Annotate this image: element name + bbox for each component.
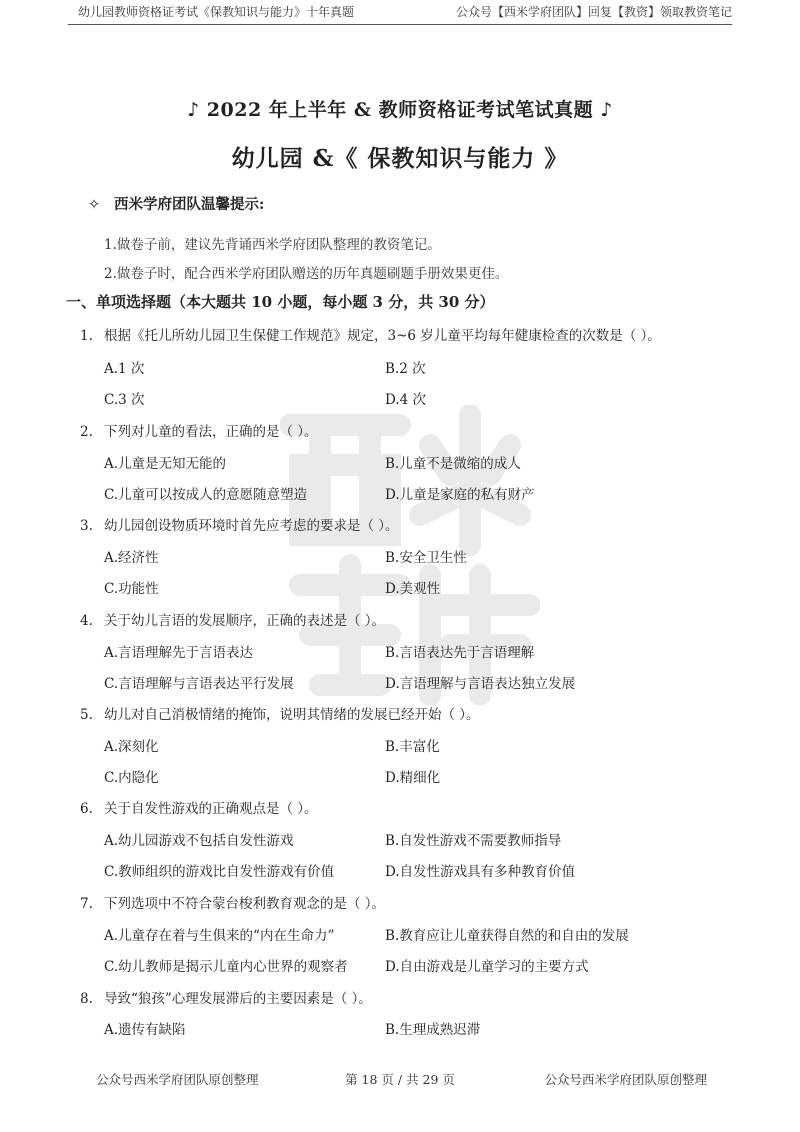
question-text: 幼儿对自己消极情绪的掩饰，说明其情绪的发展已经开始（ ）。 — [104, 707, 480, 723]
option-c: C.幼儿教师是揭示儿童内心世界的观察者 — [104, 959, 348, 975]
option-a: A.遗传有缺陷 — [104, 1022, 186, 1038]
question-7 — [80, 892, 385, 912]
tips-heading-text: 西米学府团队温馨提示: — [114, 196, 265, 213]
option-d: D.言语理解与言语表达独立发展 — [385, 676, 576, 692]
option-a: A.经济性 — [104, 550, 159, 566]
tip-item: 1.做卷子前，建议先背诵西米学府团队整理的教资笔记。 — [104, 237, 441, 253]
page-number: 第 18 页 / 共 29 页 — [345, 1072, 455, 1087]
option-d: D.自由游戏是儿童学习的主要方式 — [385, 959, 589, 975]
option-b: B.教育应让儿童获得自然的和自由的发展 — [385, 928, 629, 944]
question-number: 2. — [80, 424, 93, 440]
question-number: 5. — [80, 707, 93, 723]
option-b: B.儿童不是微缩的成人 — [385, 456, 521, 472]
question-number: 6. — [80, 801, 93, 817]
option-c: C.3 次 — [104, 392, 145, 408]
header-left-text: 幼儿园教师资格证考试《保教知识与能力》十年真题 — [78, 5, 355, 19]
question-text: 根据《托儿所幼儿园卫生保健工作规范》规定，3~6 岁儿童平均每年健康检查的次数是（ ）。 — [104, 328, 661, 344]
question-number: 3. — [80, 518, 93, 534]
tips-heading — [88, 193, 264, 214]
question-number: 7. — [80, 896, 93, 912]
option-b: B.言语表达先于言语理解 — [385, 645, 535, 661]
question-text: 下列选项中不符合蒙台梭利教育观念的是（ ）。 — [104, 896, 386, 912]
option-c: C.儿童可以按成人的意愿随意塑造 — [104, 487, 308, 503]
question-8 — [80, 987, 372, 1007]
option-c: C.内隐化 — [104, 770, 159, 786]
option-b: B.生理成熟迟滞 — [385, 1022, 481, 1038]
question-text: 关于幼儿言语的发展顺序，正确的表述是（ ）。 — [104, 613, 386, 629]
footer-left-text: 公众号西米学府团队原创整理 — [96, 1072, 259, 1087]
tip-item: 2.做卷子时，配合西米学府团队赠送的历年真题刷题手册效果更佳。 — [104, 266, 509, 282]
option-c: C.教师组织的游戏比自发性游戏有价值 — [104, 864, 335, 880]
option-c: C.功能性 — [104, 581, 159, 597]
exam-title: ♪ 2022 年上半年 & 教师资格证考试笔试真题 ♪ — [187, 99, 613, 121]
option-a: A.儿童是无知无能的 — [104, 456, 227, 472]
option-d: D.精细化 — [385, 770, 441, 786]
page-header — [68, 0, 732, 25]
option-d: D.4 次 — [385, 392, 427, 408]
question-4 — [80, 609, 385, 629]
option-a: A.1 次 — [104, 361, 145, 377]
question-text: 下列对儿童的看法，正确的是（ ）。 — [104, 424, 318, 440]
option-d: D.儿童是家庭的私有财产 — [385, 487, 535, 503]
exam-subtitle: 幼儿园 &《 保教知识与能力 》 — [231, 145, 569, 172]
question-number: 1. — [80, 328, 93, 344]
question-text: 导致“狼孩”心理发展滞后的主要因素是（ ）。 — [104, 991, 372, 1007]
header-right-text: 公众号【西米学府团队】回复【教资】领取教资笔记 — [455, 5, 732, 19]
option-b: B.丰富化 — [385, 739, 440, 755]
option-a: A.言语理解先于言语表达 — [104, 645, 254, 661]
question-number: 8. — [80, 991, 93, 1007]
question-number: 4. — [80, 613, 93, 629]
section-heading: 一、单项选择题（本大题共 10 小题，每小题 3 分，共 30 分） — [66, 293, 495, 311]
question-2 — [80, 420, 318, 440]
question-text: 幼儿园创设物质环境时首先应考虑的要求是（ ）。 — [104, 518, 399, 534]
option-d: D.美观性 — [385, 581, 441, 597]
question-5 — [80, 703, 480, 723]
question-3 — [80, 514, 399, 534]
option-c: C.言语理解与言语表达平行发展 — [104, 676, 294, 692]
option-a: A.深刻化 — [104, 739, 159, 755]
question-text: 关于自发性游戏的正确观点是（ ）。 — [104, 801, 318, 817]
footer-right-text: 公众号西米学府团队原创整理 — [544, 1072, 707, 1087]
option-b: B.2 次 — [385, 361, 426, 377]
option-b: B.自发性游戏不需要教师指导 — [385, 833, 562, 849]
option-d: D.自发性游戏具有多种教育价值 — [385, 864, 576, 880]
option-a: A.幼儿园游戏不包括自发性游戏 — [104, 833, 294, 849]
option-a: A.儿童存在着与生俱来的“内在生命力” — [104, 928, 335, 944]
question-1 — [80, 324, 661, 344]
option-b: B.安全卫生性 — [385, 550, 467, 566]
sparkle-icon: ✧ — [88, 197, 101, 213]
question-6 — [80, 797, 318, 817]
